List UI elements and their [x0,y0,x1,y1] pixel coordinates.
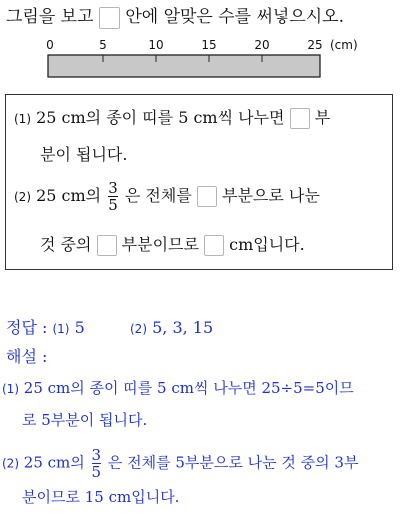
explanation-1-text: 25 cm의 종이 띠를 5 cm씩 나누면 25÷5=5이므 [23,379,354,397]
explanation-fraction-numerator: 3 [91,446,102,464]
answer-box-placeholder [99,7,120,29]
explanation-2-a: 25 cm의 [23,453,85,472]
answer-2-value: 5, 3, 15 [152,318,214,337]
question-2-d: 것 중의 [40,235,92,254]
question-2-line2 [40,235,305,256]
answer-box-3[interactable] [97,235,117,256]
question-1-text: 25 cm의 종이 띠를 5 cm씩 나누면 [36,108,285,127]
question-2-b: 은 전체를 [124,186,192,205]
instruction [6,6,344,29]
ruler-tick-label: 5 [99,38,107,52]
question-2-a: 25 cm의 [36,186,102,205]
fraction-numerator: 3 [108,179,118,197]
explanation-2-line2: 분이므로 15 cm입니다. [22,488,180,506]
question-1-tail: 부 [314,108,331,127]
fraction-3-5 [108,180,118,213]
explanation-2-number: (2) [2,456,19,471]
ruler-tick-label: 0 [46,38,54,52]
answer-box-4[interactable] [204,235,224,256]
answer-line [6,318,85,339]
explanation-2-b: 은 전체를 5부분으로 나눈 것 중의 3부 [107,453,359,472]
ruler-tick-label: 15 [201,38,217,52]
answer-line-2 [130,318,213,339]
ruler-tick-label: 20 [254,38,270,52]
question-2-number: (2) [14,190,31,204]
fraction-denominator: 5 [108,196,118,214]
explanation-1-line2: 로 5부분이 됩니다. [22,411,148,429]
question-1-line2: 분이 됩니다. [40,145,128,164]
paper-strip-rect [48,55,320,77]
question-2-line1 [14,180,320,213]
explanation-1-number: (1) [2,382,19,396]
explanation-label: 해설 : [6,347,48,366]
question-1-line1 [14,108,330,129]
answer-1-value: 5 [74,318,85,337]
explanation-2-line1 [2,447,358,480]
ruler-tick-label: 25 [307,38,323,52]
answer-box-1[interactable] [290,108,310,129]
question-2-c: 부분으로 나눈 [221,186,320,205]
question-2-e: 부분이므로 [121,235,199,254]
question-2-f: cm입니다. [229,235,305,254]
answer-2-number: (2) [130,322,147,336]
paper-strip [44,54,324,80]
explanation-fraction-3-5 [92,447,102,480]
explanation-fraction-denominator: 5 [91,463,102,481]
answer-label: 정답 : [6,318,48,337]
question-1-number: (1) [14,112,31,126]
answer-1-number: (1) [52,322,70,336]
instruction-before: 그림을 보고 [6,7,94,27]
explanation-1-line1 [2,378,354,399]
ruler-tick-label: 10 [148,38,164,52]
instruction-after: 안에 알맞은 수를 써넣으시오. [125,7,345,27]
ruler-unit: (cm) [330,38,358,52]
answer-box-2[interactable] [197,186,217,207]
